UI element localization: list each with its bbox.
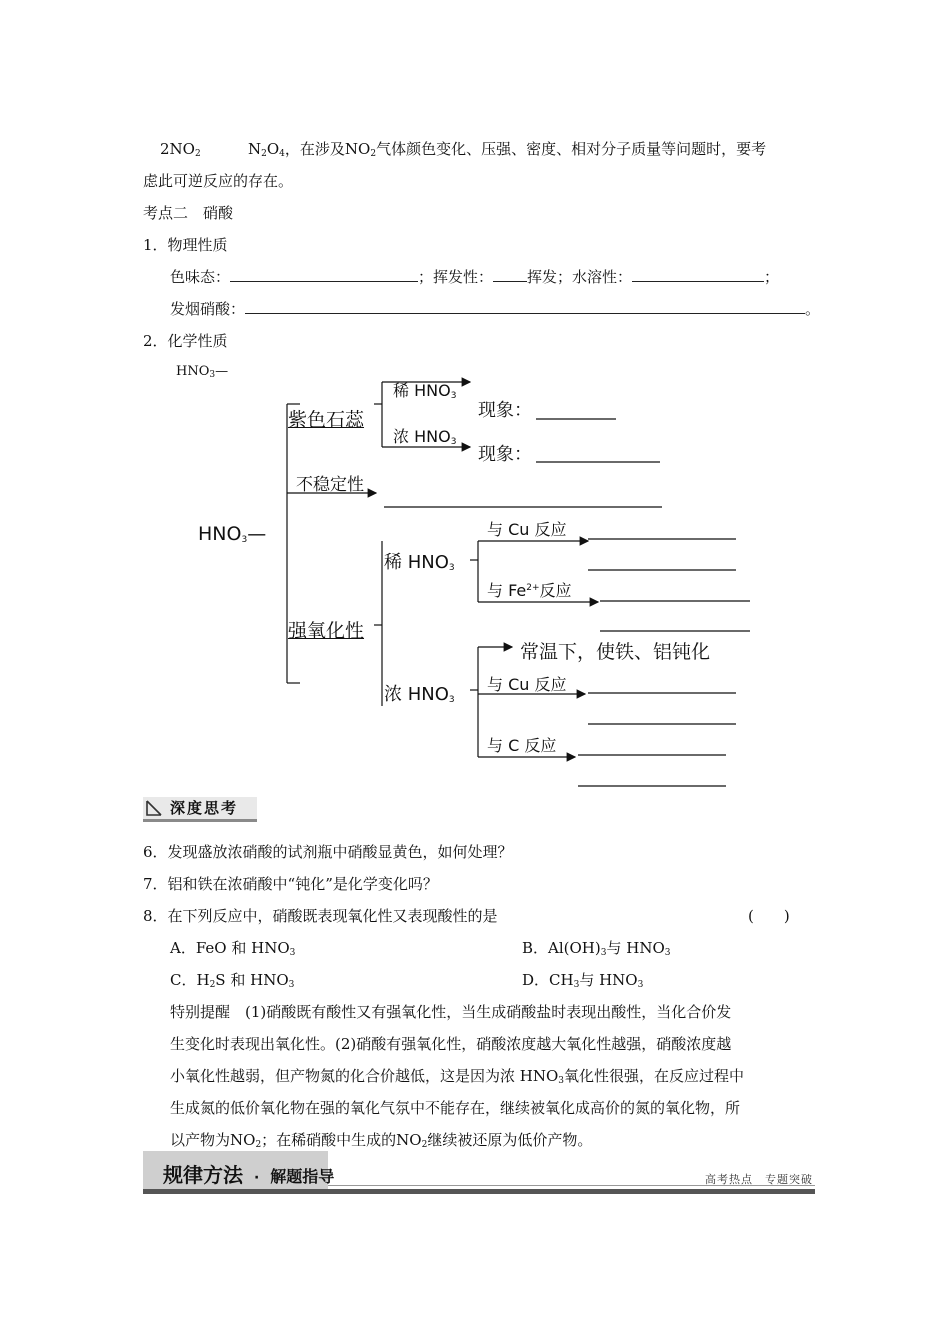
dilute-cu-label: 与 Cu 反应 xyxy=(487,520,567,539)
eq-left: 2NO xyxy=(160,140,195,158)
physical-line-1: 色味态： ；挥发性： 挥发；水溶性： ； xyxy=(170,268,780,286)
phenomenon-label-2: 现象： xyxy=(478,444,532,465)
topic-heading: 考点二 硝酸 xyxy=(143,204,234,222)
equilibrium-line: $2NO_2$ xyxy=(160,140,201,159)
answer-paren: ( ) xyxy=(748,907,790,925)
oxid-conc-label: 浓 $HNO_3$ xyxy=(384,684,455,705)
litmus-conc-label: 浓 $HNO_3$ xyxy=(393,427,457,447)
litmus-dilute-label: 稀 $HNO_3$ xyxy=(393,381,457,401)
phenomenon-label-1: 现象： xyxy=(478,400,532,421)
question-6: 6．发现盛放浓硝酸的试剂瓶中硝酸显黄色，如何处理？ xyxy=(143,843,513,861)
footer-rule xyxy=(143,1189,815,1194)
equilibrium-right: $N_2O_4$，在涉及$NO_2$气体颜色变化、压强、密度、相对分子质量等问题时，要考 xyxy=(248,140,767,159)
option-c[interactable]: C．$H_2S$ 和 $HNO_3$ xyxy=(170,971,295,990)
footer-right-text: 高考热点 专题突破 xyxy=(705,1173,813,1186)
section-footer-band xyxy=(143,1151,815,1193)
physical-heading: 1．物理性质 xyxy=(143,236,228,254)
reminder-line-5: 以产物为$NO_2$；在稀硝酸中生成的$NO_2$继续被还原为低价产物。 xyxy=(170,1131,593,1150)
footer-title: 规律方法 · 解题指导 xyxy=(163,1163,335,1187)
physical-line-2: 发烟硝酸： 。 xyxy=(170,300,821,318)
option-a[interactable]: A．FeO 和 $HNO_3$ xyxy=(170,939,296,958)
reminder-line-3: 小氧化性越弱，但产物氮的化合价越低，这是因为浓 $HNO_3$氧化性很强，在反应过程中 xyxy=(170,1067,745,1086)
dilute-fe-label: 与 $Fe^{2+}$反应 xyxy=(487,581,572,600)
oxidizing-label: 强氧化性 xyxy=(288,620,365,642)
question-7: 7．铝和铁在浓硝酸中“钝化”是化学变化吗？ xyxy=(143,875,438,893)
litmus-label: 紫色石蕊 xyxy=(288,409,365,431)
reminder-line-1: 特别提醒 (1)硝酸既有酸性又有强氧化性，当生成硝酸盐时表现出酸性，当化合价发 xyxy=(170,1003,732,1021)
reminder-line-4: 生成氮的低价氧化物在强的氧化气氛中不能存在，继续被氧化成高价的氮的氧化物，所 xyxy=(170,1099,741,1117)
corner-icon xyxy=(146,800,162,816)
instability-label: 不稳定性 xyxy=(296,475,364,495)
oxid-dilute-label: 稀 $HNO_3$ xyxy=(384,552,455,573)
passivation-label: 常温下，使铁、铝钝化 xyxy=(520,641,711,663)
conc-c-label: 与 C 反应 xyxy=(487,736,557,755)
deep-thinking-title: 深度思考 xyxy=(170,799,239,817)
option-d[interactable]: D．$CH_3$与 $HNO_3$ xyxy=(522,971,644,990)
option-b[interactable]: B．$Al(OH)_3$与 $HNO_3$ xyxy=(522,939,671,958)
chemical-heading: 2．化学性质 xyxy=(143,332,228,350)
reminder-line-2: 生变化时表现出氧化性。(2)硝酸有强氧化性，硝酸浓度越大氧化性越强，硝酸浓度越 xyxy=(170,1035,732,1053)
small-hno3-label: $HNO_3—$ xyxy=(176,364,229,380)
question-8: 8．在下列反应中，硝酸既表现氧化性又表现酸性的是 xyxy=(143,907,498,925)
diagram-root: $HNO_3—$ xyxy=(198,523,267,545)
conc-cu-label: 与 Cu 反应 xyxy=(487,675,567,694)
intro-line-2: 虑此可逆反应的存在。 xyxy=(143,172,294,190)
